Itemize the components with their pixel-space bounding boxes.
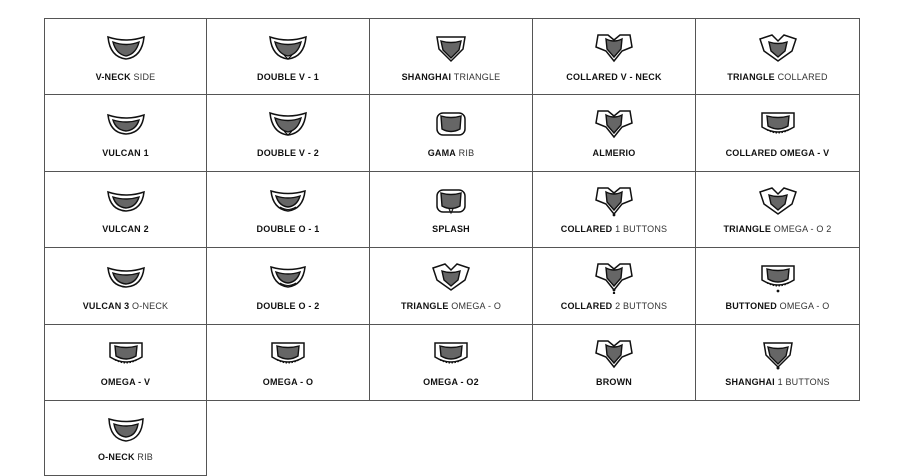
collar-label — [696, 301, 859, 311]
collar-label — [45, 301, 206, 311]
collar-cell — [696, 172, 860, 248]
collar-label — [533, 72, 695, 82]
collar-cell — [370, 18, 533, 95]
collar-cell — [207, 18, 370, 95]
collar-cell — [207, 248, 370, 325]
collar-label-bold: DOUBLE O - 2 — [256, 301, 320, 311]
collar-cell — [44, 325, 207, 401]
collar-label-bold: DOUBLE V - 1 — [257, 72, 319, 82]
collar-label-bold: VULCAN 3 — [82, 301, 130, 311]
collar-label-bold: DOUBLE V - 2 — [257, 148, 319, 158]
collar-cell — [533, 95, 696, 172]
collar-label-bold: SHANGHAI — [401, 72, 452, 82]
collar-cell — [370, 95, 533, 172]
collar-label-bold: O-NECK — [97, 452, 135, 462]
collar-label-light: COLLARED — [774, 72, 828, 82]
collar-label — [533, 148, 695, 158]
collar-label — [207, 301, 369, 311]
collar-label-light: TRIANGLE — [451, 72, 501, 82]
collar-cell — [696, 18, 860, 95]
collar-cell — [533, 18, 696, 95]
collar-label — [696, 224, 859, 234]
collar-cell — [370, 172, 533, 248]
collar-label — [45, 72, 206, 82]
collar-label-bold: TRIANGLE — [727, 72, 775, 82]
collar-label-light: 2 BUTTONS — [612, 301, 668, 311]
collar-label — [207, 72, 369, 82]
collar-label — [207, 224, 369, 234]
collar-cell — [696, 95, 860, 172]
collar-label-bold: TRIANGLE — [723, 224, 772, 234]
collar-label — [45, 148, 206, 158]
collar-label-bold: COLLARED OMEGA - V — [725, 148, 830, 158]
collar-label-bold: OMEGA - O2 — [423, 377, 479, 387]
collar-cell — [207, 325, 370, 401]
collar-label-bold: SPLASH — [432, 224, 470, 234]
collar-cell — [44, 248, 207, 325]
collar-label — [370, 377, 532, 387]
collar-label — [696, 148, 859, 158]
collar-label-light: OMEGA - O 2 — [771, 224, 832, 234]
collar-label-bold: COLLARED V - NECK — [566, 72, 662, 82]
collar-label-light: O-NECK — [129, 301, 169, 311]
collar-label — [370, 148, 532, 158]
collar-label-bold: VULCAN 2 — [102, 224, 149, 234]
collar-label — [370, 224, 532, 234]
collar-label-light: RIB — [134, 452, 153, 462]
collar-label-bold: DOUBLE O - 1 — [256, 224, 320, 234]
collar-label-light: OMEGA - O — [776, 301, 830, 311]
collar-cell — [533, 172, 696, 248]
collar-label-bold: SHANGHAI — [725, 377, 775, 387]
collar-cell — [533, 248, 696, 325]
collar-label — [370, 301, 532, 311]
collar-style-grid — [44, 18, 860, 476]
collar-cell — [696, 325, 860, 401]
collar-label — [207, 148, 369, 158]
collar-cell — [370, 248, 533, 325]
collar-label — [696, 72, 859, 82]
collar-cell — [44, 172, 207, 248]
collar-label-bold: V-NECK — [95, 72, 131, 82]
collar-label-bold: COLLARED — [560, 224, 613, 234]
collar-label-light: 1 BUTTONS — [774, 377, 830, 387]
collar-cell — [370, 325, 533, 401]
collar-label-bold: ALMERIO — [592, 148, 636, 158]
collar-cell — [44, 18, 207, 95]
collar-cell — [44, 95, 207, 172]
collar-label-light: 1 BUTTONS — [612, 224, 668, 234]
collar-label-bold: COLLARED — [560, 301, 613, 311]
collar-cell — [44, 401, 207, 476]
collar-label-bold: BUTTONED — [725, 301, 777, 311]
collar-label — [533, 224, 695, 234]
collar-cell — [696, 248, 860, 325]
collar-label-light: OMEGA - O — [448, 301, 502, 311]
collar-label — [45, 377, 206, 387]
collar-label-bold: VULCAN 1 — [102, 148, 149, 158]
collar-label — [370, 72, 532, 82]
collar-label — [45, 224, 206, 234]
collar-label — [533, 301, 695, 311]
collar-label — [533, 377, 695, 387]
collar-label — [207, 377, 369, 387]
collar-label — [45, 452, 206, 462]
collar-label-bold: GAMA — [427, 148, 456, 158]
collar-label-bold: OMEGA - V — [100, 377, 151, 387]
collar-cell — [207, 172, 370, 248]
collar-label-bold: BROWN — [596, 377, 632, 387]
collar-cell — [533, 325, 696, 401]
collar-label — [696, 377, 859, 387]
collar-label-light: RIB — [455, 148, 475, 158]
collar-cell — [207, 95, 370, 172]
collar-label-light: SIDE — [130, 72, 156, 82]
collar-label-bold: TRIANGLE — [400, 301, 449, 311]
collar-label-bold: OMEGA - O — [262, 377, 314, 387]
